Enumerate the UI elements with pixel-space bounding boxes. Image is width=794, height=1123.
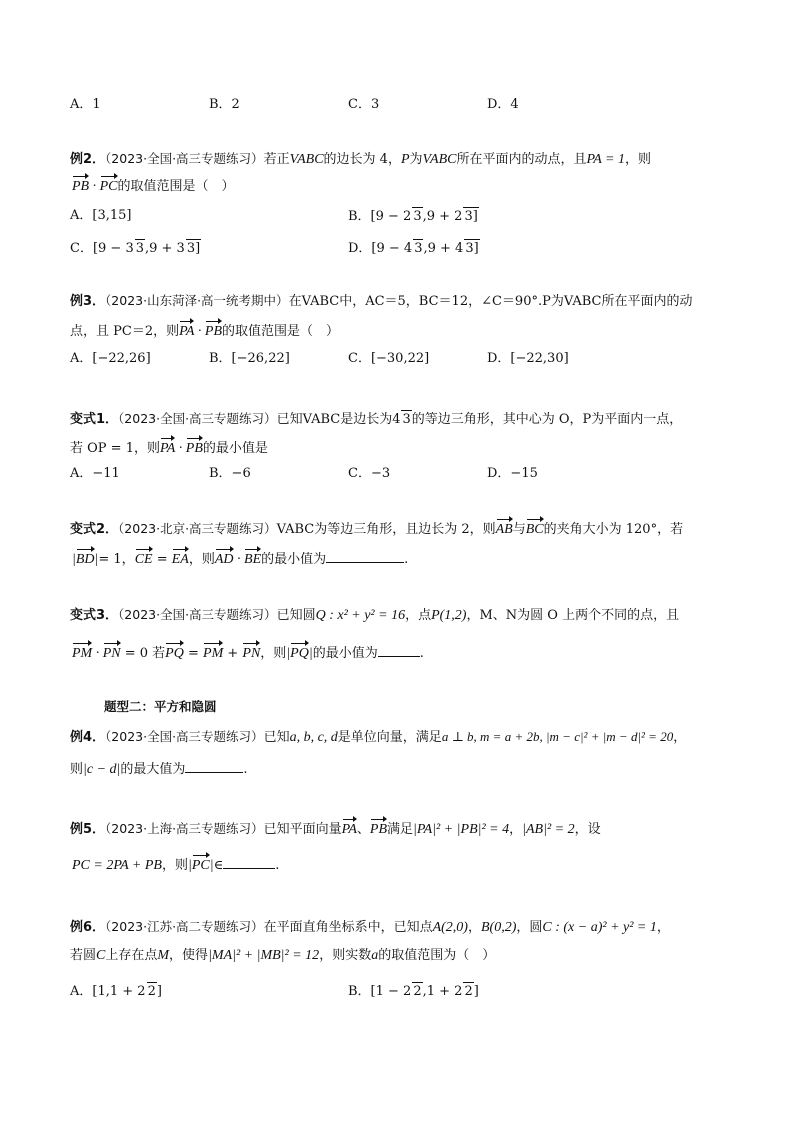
vector-bc: BC xyxy=(526,518,544,539)
var2-source: （2023·北京·高三专题练习） xyxy=(118,521,277,536)
var2-text: = 1， xyxy=(98,552,135,567)
section-heading: 题型二：平方和隐圆 xyxy=(104,699,217,714)
var2-label: 变式2． xyxy=(70,522,119,537)
ex6-option-a: A．[1,1 + 2 2] xyxy=(70,984,162,999)
point-a: A(2,0) xyxy=(432,920,468,935)
ex2-options-row1 xyxy=(70,207,131,225)
ex6-option-b: B．[1 − 2 2,1 + 2 2] xyxy=(348,984,479,999)
ex2-text: 为 xyxy=(409,152,423,167)
vector-pb: PB xyxy=(205,320,222,341)
var3-question: 的最小值为 xyxy=(312,646,378,661)
var3-text: 已知圆 xyxy=(276,608,316,623)
ex4-question: 的最大值为 xyxy=(120,762,186,777)
ex1-option-d: D．4 xyxy=(487,97,519,112)
ex2-text: 若正 xyxy=(263,152,290,167)
circle-equation: Q : x² + y² = 16 xyxy=(315,608,406,623)
ex2-point: P xyxy=(400,152,410,167)
ex4-condition: a ⊥ b, m = a + 2b, |m − c|² + |m − d|² = 20 xyxy=(441,729,674,744)
ex3-text: 在VABC中，AC＝5，BC＝12，∠C＝90°.P为VABC所在平面内的动 xyxy=(288,294,693,309)
ex3-line1 xyxy=(70,292,692,311)
var2-line1 xyxy=(70,518,683,539)
ex2-option-c: C．[9 − 3 3,9 + 3 3] xyxy=(70,241,201,256)
var3-text: ，点 xyxy=(405,608,432,623)
ex6-text: ，则实数 xyxy=(319,948,372,963)
ex3-label: 例3． xyxy=(70,294,106,309)
var1-option-d: D．−15 xyxy=(487,466,538,481)
vector-ce: CE xyxy=(135,548,153,569)
var2-text: ，则 xyxy=(188,552,215,567)
ex2-source: （2023·全国·高三专题练习） xyxy=(105,151,264,166)
var1-question: 的最小值是 xyxy=(202,441,268,456)
ex5-source: （2023·上海·高三专题练习） xyxy=(105,821,264,836)
var1-text: 的等边三角形，其中心为 O，P为平面内一点， xyxy=(411,412,683,427)
ex1-option-a: A．1 xyxy=(70,97,101,112)
var2-text: VABC为等边三角形，且边长为 2，则 xyxy=(276,522,496,537)
answer-blank[interactable] xyxy=(378,644,420,657)
ex6-text: 若圆 xyxy=(70,948,97,963)
ex6-line1: 例6．（2023·江苏·高二专题练习）在平面直角坐标系中，已知点A(2,0)，B(0,2)，圆C : (x − a)² + y² = 1， xyxy=(70,919,670,935)
vector-pa: PA xyxy=(179,320,194,341)
ex2-option-b: B．[9 − 2 3,9 + 2 3] xyxy=(348,209,478,224)
ex6-text: 在平面直角坐标系中，已知点 xyxy=(263,920,433,935)
ex5-condition: |AB|² = 2 xyxy=(522,822,575,837)
var3-label: 变式3． xyxy=(70,608,119,623)
var3-text: ，则 xyxy=(260,646,287,661)
ex4-text: 是单位向量，满足 xyxy=(337,730,442,745)
ex6-text: ，圆 xyxy=(516,920,543,935)
ex6-source: （2023·江苏·高二专题练习） xyxy=(105,919,264,934)
ex3-line2: 点，且 PC＝2，则PA · PB的取值范围是（ ） xyxy=(70,320,339,341)
vector-pc: PC xyxy=(100,175,118,196)
vector-pb: PB xyxy=(370,818,387,839)
vector-pm: PM xyxy=(72,642,92,663)
ex2-option-d: D．[9 − 4 3,9 + 4 3] xyxy=(348,241,479,256)
vector-pa: PA xyxy=(342,818,357,839)
ex5-line1: 例5．（2023·上海·高三专题练习）已知平面向量PA、PB满足|PA|² + |PB|² = 4，|AB|² = 2，设 xyxy=(70,818,601,839)
vector-ad: AD xyxy=(215,548,234,569)
var2-question: 的最小值为 xyxy=(261,552,327,567)
var3-text: ，M、N为圆 O 上两个不同的点，且 xyxy=(466,608,680,623)
var3-line1 xyxy=(70,606,679,625)
ex2-option-a: A．[3,15] xyxy=(70,208,132,223)
ex1-option-c: C．3 xyxy=(348,97,380,112)
ex3-option-d: D．[−22,30] xyxy=(487,351,569,366)
ex2-text: 的边长为 4， xyxy=(323,152,401,167)
point-p: P(1,2) xyxy=(431,608,467,623)
vector-pm: PM xyxy=(203,642,223,663)
var1-line1 xyxy=(70,410,682,429)
vector-pq: PQ xyxy=(165,642,184,663)
ex3-question: 的取值范围是（ ） xyxy=(222,324,340,339)
vector-pn: PN xyxy=(103,642,121,663)
ex3-option-a: A．[−22,26] xyxy=(70,351,151,366)
ex4-label: 例4． xyxy=(70,730,106,745)
ex2-label: 例2． xyxy=(70,152,106,167)
ex6-condition: |MA|² + |MB|² = 12 xyxy=(208,948,320,963)
ex4-expression: |c − d| xyxy=(83,762,121,777)
var1-label: 变式1． xyxy=(70,412,119,427)
ex5-condition: |PA|² + |PB|² = 4 xyxy=(413,822,510,837)
var1-line2: 若 OP = 1，则PA · PB的最小值是 xyxy=(70,437,268,458)
ex2-text: ，则 xyxy=(625,152,652,167)
unit-vectors: a, b, c, d xyxy=(289,730,338,745)
ex2-condition: PA = 1 xyxy=(586,152,626,167)
ex4-text: 则 xyxy=(70,762,84,777)
ex3-text: 点，且 PC＝2，则 xyxy=(70,324,180,339)
ex3-option-b: B．[−26,22] xyxy=(209,351,290,366)
ex2-line1 xyxy=(70,150,651,169)
ex3-source: （2023·山东菏泽·高一统考期中） xyxy=(105,293,289,308)
ex6-label: 例6． xyxy=(70,920,106,935)
ex4-line1: 例4．（2023·全国·高三专题练习）已知a, b, c, d是单位向量，满足a ⊥ b, m = a + 2b, |m − c|² + |m − d|² = 20， xyxy=(70,729,687,745)
vector-pc: PC xyxy=(192,854,210,875)
var2-text: 与 xyxy=(512,522,526,537)
vector-pq: PQ xyxy=(290,642,309,663)
ex5-text: ，则 xyxy=(161,858,188,873)
ex2-text: 所在平面内的动点，且 xyxy=(456,152,587,167)
ex6-text: ，使得 xyxy=(169,948,209,963)
circle-equation: C : (x − a)² + y² = 1 xyxy=(542,920,657,935)
sqrt: 3 xyxy=(402,412,411,427)
vector-pn: PN xyxy=(242,642,260,663)
vector-pb: PB xyxy=(72,175,89,196)
vector-bd: BD xyxy=(76,548,95,569)
answer-blank[interactable] xyxy=(326,550,404,563)
var3-text: = 0 若 xyxy=(120,646,166,661)
answer-blank[interactable] xyxy=(185,760,243,773)
ex6-text: 上存在点 xyxy=(105,948,158,963)
ex1-option-b: B．2 xyxy=(209,97,240,112)
var1-text: 已知VABC是边长为4 xyxy=(276,412,401,427)
ex6-line2: 若圆C上存在点M，使得|MA|² + |MB|² = 12，则实数a的取值范围为（ ） xyxy=(70,948,496,963)
var1-text: 若 OP = 1，则 xyxy=(70,441,160,456)
ex4-line2: 则|c − d|的最大值为 . xyxy=(70,762,248,777)
vector-ea: EA xyxy=(172,548,189,569)
ex5-line2: PC = 2PA + PB，则|PC|∈ . xyxy=(72,854,279,875)
ex5-question: ∈ xyxy=(213,858,224,873)
var3-source: （2023·全国·高三专题练习） xyxy=(118,607,277,622)
vector-ab: AB xyxy=(496,518,513,539)
var2-line2: |BD|= 1，CE = EA，则AD · BE的最小值为 . xyxy=(72,548,408,569)
var1-option-c: C．−3 xyxy=(348,466,391,481)
point-b: B(0,2) xyxy=(480,920,517,935)
ex4-text: 已知 xyxy=(263,730,290,745)
ex5-expression: PC = 2PA + PB xyxy=(72,858,162,873)
ex2-question: 的取值范围是（ ） xyxy=(117,179,235,194)
vector-pa: PA xyxy=(160,437,175,458)
ex4-source: （2023·全国·高三专题练习） xyxy=(105,729,264,744)
ex5-text: ，设 xyxy=(574,822,601,837)
var3-line2: PM · PN = 0 若PQ = PM + PN，则|PQ|的最小值为 . xyxy=(72,642,424,663)
answer-blank[interactable] xyxy=(223,856,275,869)
var1-option-a: A．−11 xyxy=(70,466,120,481)
ex3-option-c: C．[−30,22] xyxy=(348,351,430,366)
ex2-triangle: VABC xyxy=(422,152,457,167)
ex5-text: 满足 xyxy=(387,822,414,837)
var1-source: （2023·全国·高三专题练习） xyxy=(118,411,277,426)
ex2-line2: PB · PC的取值范围是（ ） xyxy=(72,175,235,196)
ex5-text: 已知平面向量 xyxy=(263,822,342,837)
ex2-triangle: VABC xyxy=(289,152,324,167)
vector-be: BE xyxy=(244,548,261,569)
var1-option-b: B．−6 xyxy=(209,466,251,481)
var2-text: 的夹角大小为 120°，若 xyxy=(543,522,684,537)
ex5-label: 例5． xyxy=(70,822,106,837)
ex6-question: 的取值范围为（ ） xyxy=(378,948,496,963)
vector-pb: PB xyxy=(186,437,203,458)
